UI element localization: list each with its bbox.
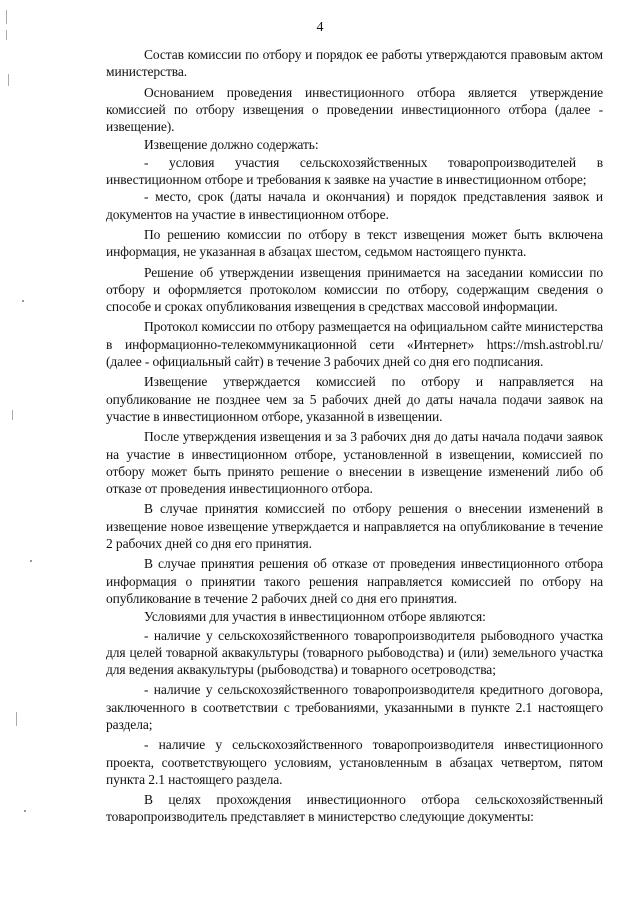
paragraph: В целях прохождения инвестиционного отбора сельскохозяйственный товаропроизводитель представляет в министерство следующие документы: [106, 792, 603, 825]
scan-margin-mark [16, 712, 17, 726]
scan-margin-mark [12, 410, 13, 420]
document-body [106, 46, 603, 826]
page-number: 4 [316, 20, 324, 35]
list-item: - наличие у сельскохозяйственного товаропроизводителя инвестиционного проекта, соответствующего условиям, установленным в абзацах четвертом, пятом пункта 2.1 настоящего раздела. [106, 737, 603, 787]
scan-margin-mark [8, 74, 9, 86]
paragraph: Извещение утверждается комиссией по отбору и направляется на опубликование не позднее чем за 5 рабочих дней до даты начала подачи заявок на участие в инвестиционном отборе, указанной в извещении. [106, 374, 603, 424]
scan-speck [22, 300, 24, 302]
list-item: - условия участия сельскохозяйственных товаропроизводителей в инвестиционном отборе и требования к заявке на участие в инвестиционном отборе; [106, 154, 603, 188]
paragraph: Состав комиссии по отбору и порядок ее работы утверждаются правовым актом министерства. [106, 47, 603, 80]
list-item: - место, срок (даты начала и окончания) и порядок представления заявок и документов на участие в инвестиционном отборе. [106, 189, 603, 222]
paragraph: В случае принятия решения об отказе от проведения инвестиционного отбора информация о принятии такого решения направляется комиссией по отбору на опубликование в течение 2 рабочих дней со дня его принятия. [106, 556, 603, 606]
list-item: - наличие у сельскохозяйственного товаропроизводителя рыбоводного участка для целей товарной аквакультуры (товарного рыбоводства) и (или) земельного участка для ведения аквакультуры (рыбоводства) и товарного осетроводства; [106, 627, 603, 678]
paragraph: Извещение должно содержать: [144, 137, 319, 153]
paragraph: По решению комиссии по отбору в текст извещения может быть включена информация, не указанная в абзацах шестом, седьмом настоящего пункта. [106, 226, 603, 260]
scan-speck [30, 560, 32, 562]
list-item: - наличие у сельскохозяйственного товаропроизводителя кредитного договора, заключенного в соответствии с требованиями, указанными в пункте 2.1 настоящего раздела; [106, 682, 603, 732]
paragraph: Решение об утверждении извещения принимается на заседании комиссии по отбору и оформляется протоколом комиссии по отбору, содержащим сведения о способе и сроках опубликования извещения в средствах массовой информации. [106, 264, 603, 315]
paragraph: Основанием проведения инвестиционного отбора является утверждение комиссией по отбору извещения о проведении инвестиционного отбора (далее - извещение). [106, 84, 603, 135]
paragraph: Условиями для участия в инвестиционном отборе являются: [144, 609, 486, 625]
paragraph: После утверждения извещения и за 3 рабочих дня до даты начала подачи заявок на участие в инвестиционном отборе, установленной в извещении, комиссией по отбору может быть принято решение о внесении в извещение изменений либо об отказе от проведения инвестиционного отбора. [106, 429, 603, 497]
paragraph: В случае принятия комиссией по отбору решения о внесении изменений в извещение новое извещение утверждается и направляется на опубликование в течение 2 рабочих дней со дня его принятия. [106, 501, 603, 552]
scan-speck [24, 810, 26, 812]
paragraph: Протокол комиссии по отбору размещается на официальном сайте министерства в информационно-телекоммуникационной сети «Интернет» https://msh.astrobl.ru/ (далее - официальный сайт) в течение 3 рабочих дней со дня его подписания. [106, 319, 603, 370]
